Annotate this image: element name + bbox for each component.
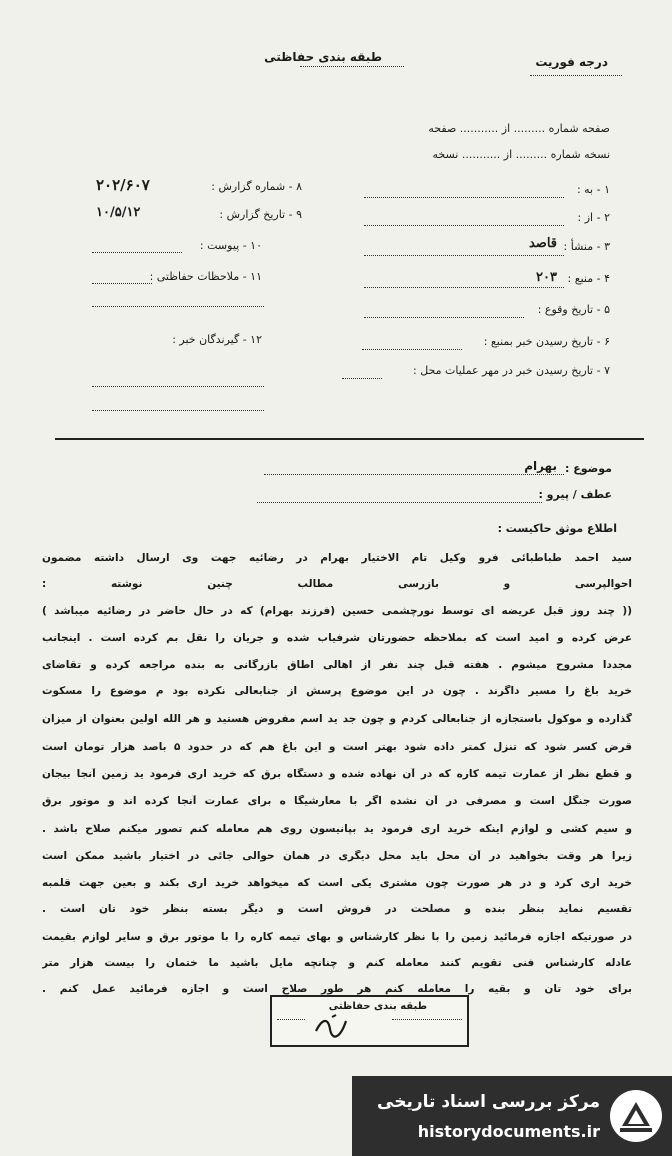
handwritten-initials-icon	[312, 1011, 352, 1041]
classification-stamp	[270, 995, 469, 1047]
field-to: ۱ - به :	[576, 183, 610, 196]
brand-url: historydocuments.ir	[417, 1122, 600, 1141]
archive-logo-icon	[608, 1088, 664, 1144]
body-line: گذارده و موکول باستجازه از جنابعالی کردم و چون جد ید اسم مفروض هستید و هر الله اولین بعنوان از میزان	[42, 713, 632, 725]
stamp-line-left	[277, 1019, 305, 1020]
field-attachment-line	[92, 252, 182, 253]
field-origin-line	[364, 255, 564, 256]
field-security-notes-line-2	[92, 306, 264, 307]
field-from-line	[364, 225, 564, 226]
field-source-receive-line	[362, 349, 462, 350]
body-line: صورت جنگل است و مصرفی در آن نشده اگر با معارشیگا ه برای عمارت آنجا کرده اند و موتور برق	[42, 795, 632, 807]
field-recipients-line-2	[92, 410, 264, 411]
brand-title: مرکز بررسی اسناد تاریخی	[377, 1092, 600, 1112]
field-ops-receive-date: ۷ - تاریخ رسیدن خبر در مهر عملیات محل :	[413, 364, 610, 377]
footer-brand-band	[352, 1076, 672, 1156]
classification-line	[300, 66, 404, 67]
field-from: ۲ - از :	[577, 211, 610, 224]
section-divider	[55, 438, 644, 440]
body-line: احوالپرسی و بازرسی مطالب چنین نوشته :	[42, 578, 632, 590]
body-line: تقسیم نماید بنظر بنده و مصلحت در فروش است و دیگر بسته بنظر خود تان است .	[42, 903, 632, 915]
field-event-date: ۵ - تاریخ وقوع :	[537, 303, 610, 316]
stamp-line-right	[392, 1019, 462, 1020]
field-report-number-value: ۲۰۲/۶۰۷	[96, 176, 150, 194]
body-line: عرض کرده و امید است که بملاحظه حضورتان شرفیاب شده و جریان را نقل بم کرده است . اینجانب	[42, 632, 632, 644]
field-recipients: ۱۲ - گیرندگان خبر :	[172, 333, 262, 346]
body-line: و قطع نظر از عمارت تیمه کاره که در آن نهاده شده و دستگاه برق که خرید اری فرمود ید زمین آنجا بیجان	[42, 768, 632, 780]
copy-number-field: نسخه شماره ......... از ........... نسخه	[432, 148, 610, 161]
field-source-line	[364, 287, 564, 288]
body-line: خرید اری کرد و در هر صورت چون مشتری یکی است که میخواهد خرید اری بکند و بعین جهت قلمبه	[42, 877, 632, 889]
classification-header: طبقه بندی حفاظتی	[264, 50, 382, 64]
field-to-line	[364, 197, 564, 198]
field-source-receive-date: ۶ - تاریخ رسیدن خبر بمنبع :	[483, 335, 610, 348]
body-line: برای خود تان و بقیه را معامله کنم هر طور صلاح است و اجازه فرمائید عمل کنم .	[42, 983, 632, 995]
body-line: (( چند روز قبل عریضه ای توسط نورچشمی حسین (فرزند بهرام) که در حال حاضر در رضائیه میباشد )	[42, 605, 632, 617]
field-security-notes: ۱۱ - ملاحظات حفاظتی :	[149, 270, 262, 283]
field-report-date-value: ۱۰/۵/۱۲	[96, 205, 141, 220]
field-origin-label: ۳ - منشأ :	[563, 240, 610, 253]
page-number-field: صفحه شماره ......... از ........... صفحه	[428, 122, 610, 135]
field-report-date-label: ۹ - تاریخ گزارش :	[219, 208, 302, 221]
body-line: و سیم کشی و لوازم اینکه خرید اری فرمود ید بپانیسون روی هم معامله کنم تصور میکنم صلاح باشد .	[42, 823, 632, 835]
stamp-label: طبقه بندی حفاظتی	[328, 1001, 427, 1012]
reference-label: عطف / پیرو :	[538, 488, 612, 501]
subject-line	[264, 474, 564, 475]
body-line: عادله کارشناس فنی تقویم کنند معامله کنم و چنانچه مایل باشید ما ختمان را بیست هزار متر	[42, 957, 632, 969]
body-line: خرید باغ را مسیر داگرند . چون در این موضوع پرسش از جنابعالی نکرده بود م موضوع را مسکوت	[42, 685, 632, 697]
field-report-number-label: ۸ - شماره گزارش :	[211, 180, 302, 193]
body-line: در صورتیکه اجازه فرمائید زمین را با نظر کارشناس و بهای تیمه کاره را با موتور برق و سایر لوازم بقیمت	[42, 931, 632, 943]
urgency-header: درجه فوریت	[535, 55, 608, 69]
field-security-notes-line	[92, 283, 152, 284]
body-line: سید احمد طباطبائی فرو وکیل تام الاختیار بهرام در رضائیه جهت وی ارسال داشته مضمون	[42, 552, 632, 564]
field-ops-receive-line	[342, 378, 382, 379]
subject-value: بهرام	[524, 459, 557, 473]
field-source-label: ۴ - منبع :	[567, 272, 610, 285]
reference-line	[257, 502, 542, 503]
body-line: زیرا هر وقت بخواهید در آن محل باید محل دیگری در همان حوالی جائی در اختیار باشید ممکن است	[42, 850, 632, 862]
urgency-line	[530, 75, 622, 76]
body-line: مجدداً مشروح میشوم . هفته قبل چند نفر از اهالی اطاق بازرگانی به بنده مراجعه کرده و تقاضای	[42, 659, 632, 671]
field-event-date-line	[364, 317, 524, 318]
field-origin-value: قاصد	[528, 236, 557, 251]
field-recipients-line-1	[92, 386, 264, 387]
subject-label: موضوع :	[565, 462, 612, 475]
field-attachment: ۱۰ - پیوست :	[199, 239, 262, 252]
field-source-value: ۲۰۳	[536, 270, 557, 285]
body-heading: اطلاع موثق حاکیست :	[497, 522, 617, 535]
body-line: قرض کسر شود که تنزل کمتر داده شود بهتر است و این باغ هم که در حدود ۵ باصد هزار تومان است	[42, 741, 632, 753]
